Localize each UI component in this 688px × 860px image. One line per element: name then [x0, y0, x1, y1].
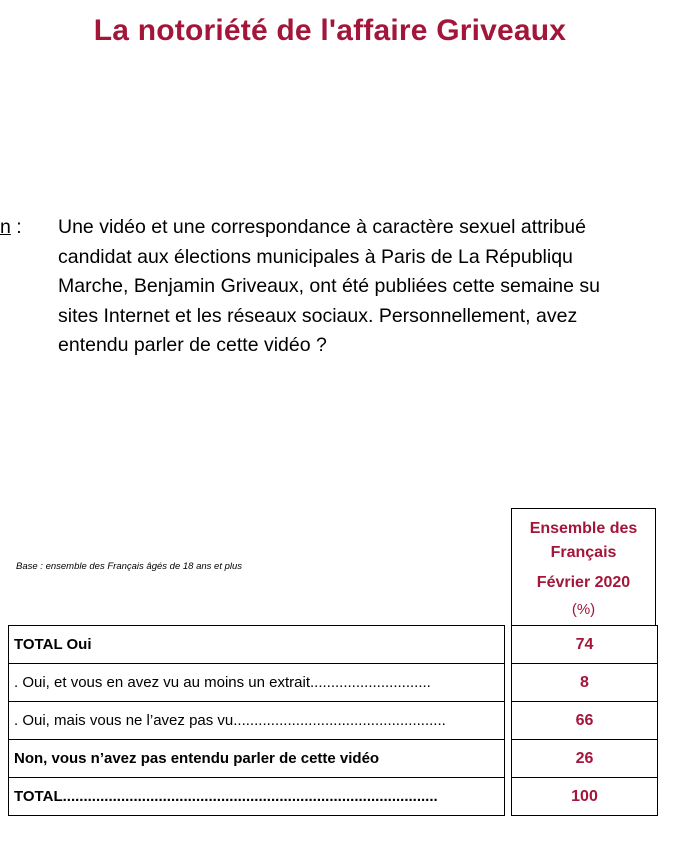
results-table	[8, 625, 658, 816]
table-row	[9, 626, 658, 664]
table-row	[9, 664, 658, 702]
question-line: Marche, Benjamin Griveaux, ont été publiées cette semaine su	[58, 275, 600, 297]
question-label-colon: :	[10, 216, 22, 238]
page-title: La notoriété de l'affaire Griveaux	[93, 14, 567, 47]
row-value: 26	[512, 740, 658, 778]
question-label-tail: n	[0, 216, 11, 238]
column-header-line1: Ensemble des	[529, 520, 638, 537]
column-header	[511, 508, 656, 625]
question-text	[58, 213, 688, 361]
question-line: candidat aux élections municipales à Paris de La Républiqu	[58, 245, 573, 268]
row-value: 100	[512, 778, 658, 816]
question-label	[0, 216, 22, 239]
row-label: TOTAL Oui	[9, 626, 505, 664]
row-label: . Oui, et vous en avez vu au moins un extrait.............................	[9, 664, 505, 702]
table-row	[9, 740, 658, 778]
row-value: 74	[512, 626, 658, 664]
question-line: sites Internet et les réseaux sociaux. Personnellement, avez	[58, 304, 578, 327]
row-value: 8	[512, 664, 658, 702]
row-label: . Oui, mais vous ne l’avez pas vu...................................................	[9, 702, 505, 740]
table-row	[9, 778, 658, 816]
column-header-unit: (%)	[571, 601, 596, 618]
row-label: Non, vous n’avez pas entendu parler de cette vidéo	[9, 740, 505, 778]
base-note: Base : ensemble des Français âgés de 18 ans et plus	[16, 561, 243, 572]
question-line: entendu parler de cette vidéo ?	[58, 334, 327, 356]
column-header-line2: Français	[550, 544, 617, 561]
question-line: Une vidéo et une correspondance à caractère sexuel attribué	[58, 216, 586, 238]
row-label: TOTAL..........................................................................................	[9, 778, 505, 816]
row-value: 66	[512, 702, 658, 740]
table-row	[9, 702, 658, 740]
column-header-date: Février 2020	[536, 574, 631, 591]
